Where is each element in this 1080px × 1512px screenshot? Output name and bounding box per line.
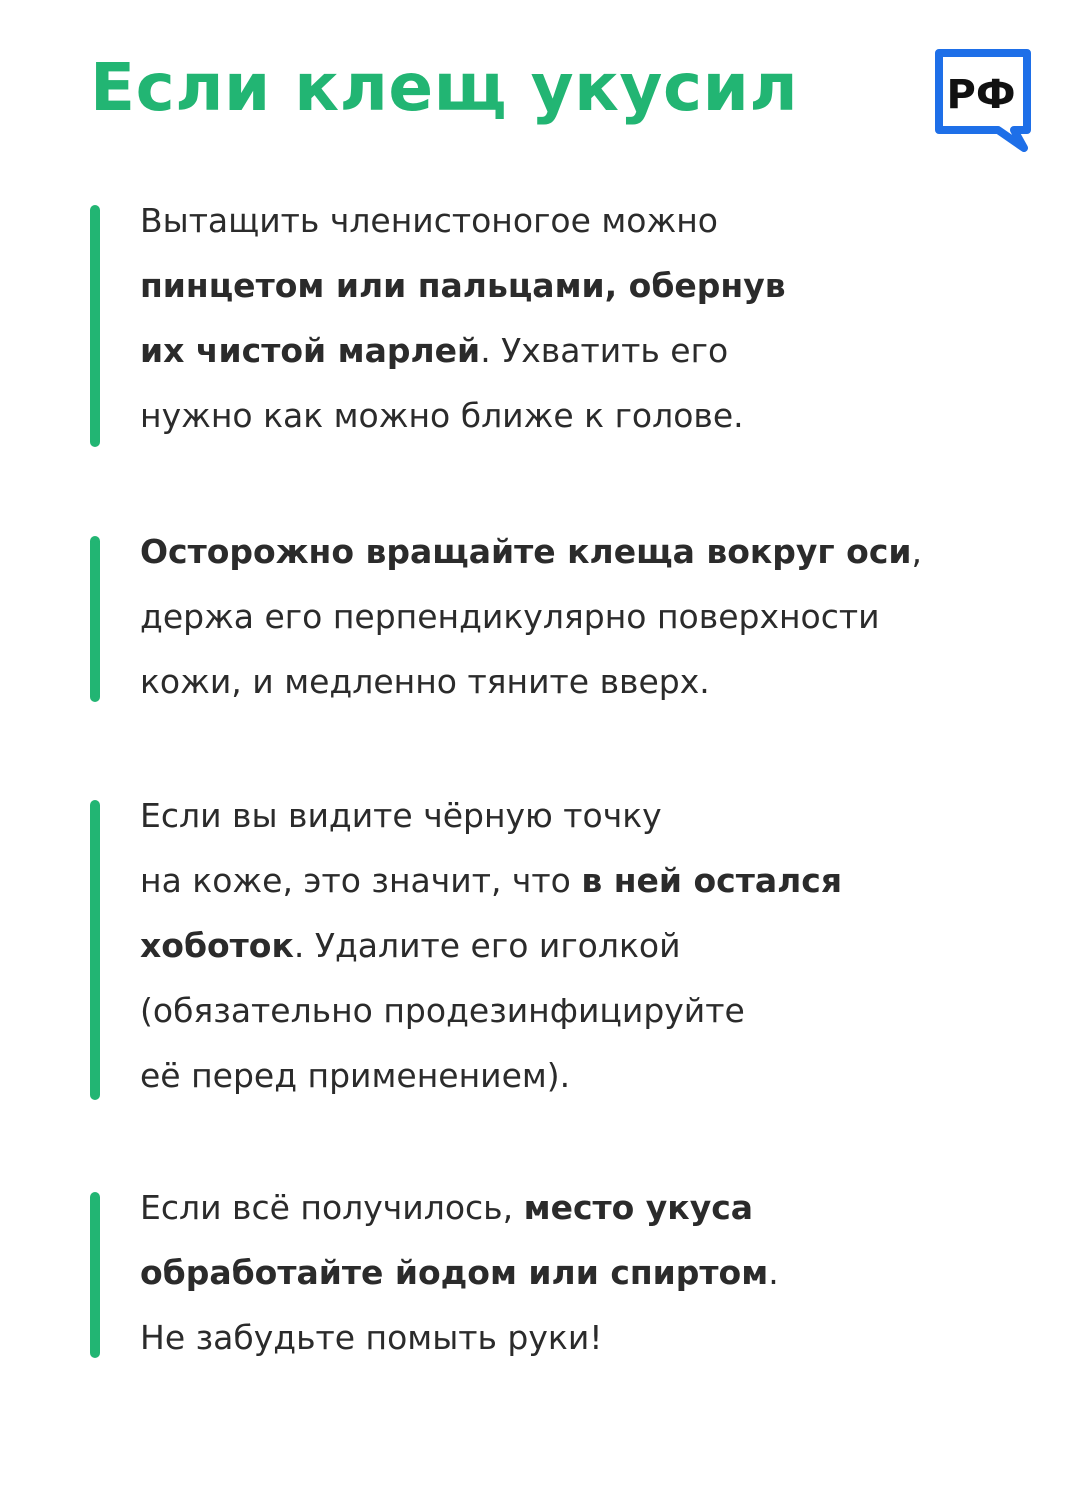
text-span: (обязательно продезинфицируйте (140, 991, 745, 1030)
instruction-block-4 (90, 1188, 1020, 1358)
text-line (140, 318, 1020, 383)
accent-bar (90, 205, 100, 447)
accent-bar (90, 800, 100, 1100)
bold-span: в ней остался (581, 861, 843, 900)
instruction-block-3 (90, 796, 1020, 1100)
text-line (140, 519, 1020, 584)
bold-span: пинцетом или пальцами, обернув (140, 266, 786, 305)
text-span: . (768, 1253, 779, 1292)
bold-span: место укуса (523, 1188, 754, 1227)
text-line (140, 848, 1020, 913)
text-span: Если вы видите чёрную точку (140, 796, 662, 835)
text-line (140, 1175, 1020, 1240)
page-title: Если клещ укусил (90, 49, 799, 126)
instruction-block-1 (90, 201, 1020, 447)
text-line (140, 783, 1020, 848)
text-line (140, 188, 1020, 253)
text-span: на коже, это значит, что (140, 861, 582, 900)
instruction-text (140, 783, 1020, 1108)
text-line (140, 978, 1020, 1043)
instruction-text (140, 188, 1020, 448)
text-line (140, 913, 1020, 978)
instruction-block-2 (90, 532, 1020, 702)
text-line (140, 1305, 1020, 1370)
text-span: Если всё получилось, (140, 1188, 524, 1227)
logo-text: РФ (946, 72, 1016, 118)
text-span: Не забудьте помыть руки! (140, 1318, 603, 1357)
text-line (140, 1240, 1020, 1305)
text-span: кожи, и медленно тяните вверх. (140, 662, 710, 701)
text-span: её перед применением). (140, 1056, 571, 1095)
accent-bar (90, 536, 100, 702)
text-span: держа его перпендикулярно поверхности (140, 597, 880, 636)
bold-span: Осторожно вращайте клеща вокруг оси (140, 532, 912, 571)
accent-bar (90, 1192, 100, 1358)
text-span: нужно как можно ближе к голове. (140, 396, 744, 435)
speech-bubble-logo-icon (934, 48, 1032, 152)
text-line (140, 383, 1020, 448)
bold-span: хоботок (140, 926, 294, 965)
instruction-text (140, 1175, 1020, 1370)
text-line (140, 253, 1020, 318)
text-line (140, 1043, 1020, 1108)
bold-span: обработайте йодом или спиртом (140, 1253, 769, 1292)
rf-logo (934, 48, 1032, 152)
text-span: . Ухватить его (480, 331, 729, 370)
text-span: . Удалите его иголкой (293, 926, 681, 965)
text-span: , (911, 532, 923, 571)
instruction-text (140, 519, 1020, 714)
text-span: Вытащить членистоногое можно (140, 201, 718, 240)
text-line (140, 584, 1020, 649)
bold-span: их чистой марлей (140, 331, 481, 370)
text-line (140, 649, 1020, 714)
